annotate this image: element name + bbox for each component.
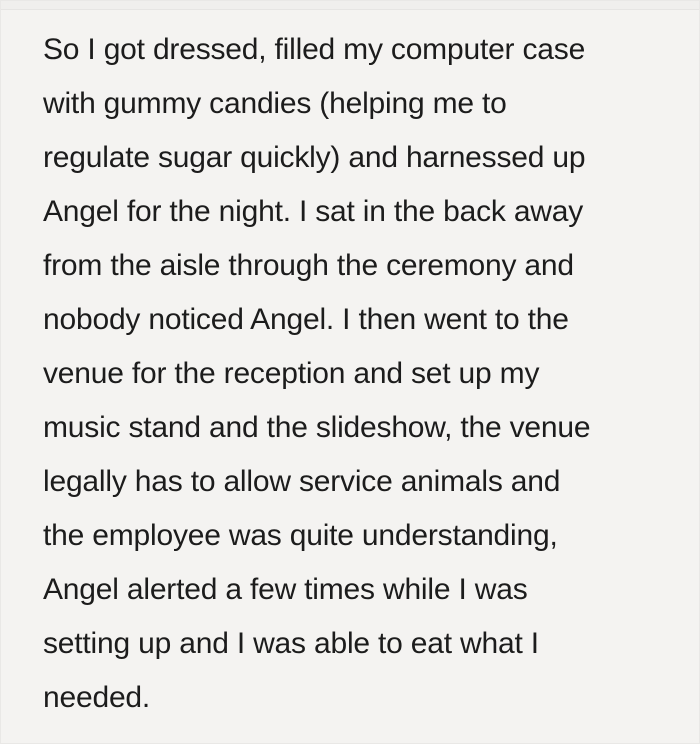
text-line: the employee was quite understanding, [43, 519, 558, 552]
text-line: needed. [43, 681, 151, 714]
text-line: Angel alerted a few times while I was [43, 573, 528, 606]
text-line: from the aisle through the ceremony and [43, 249, 574, 282]
top-divider-strip [1, 1, 699, 10]
text-line: with gummy candies (helping me to [43, 87, 507, 120]
text-line: nobody noticed Angel. I then went to the [43, 303, 569, 336]
text-line: legally has to allow service animals and [43, 465, 561, 498]
text-line: setting up and I was able to eat what I [43, 627, 539, 660]
text-line: So I got dressed, filled my computer case [43, 33, 586, 66]
post-text [43, 23, 689, 725]
text-line: regulate sugar quickly) and harnessed up [43, 141, 586, 174]
text-line: venue for the reception and set up my [43, 357, 540, 390]
text-line: music stand and the slideshow, the venue [43, 411, 591, 444]
text-line: Angel for the night. I sat in the back away [43, 195, 584, 228]
